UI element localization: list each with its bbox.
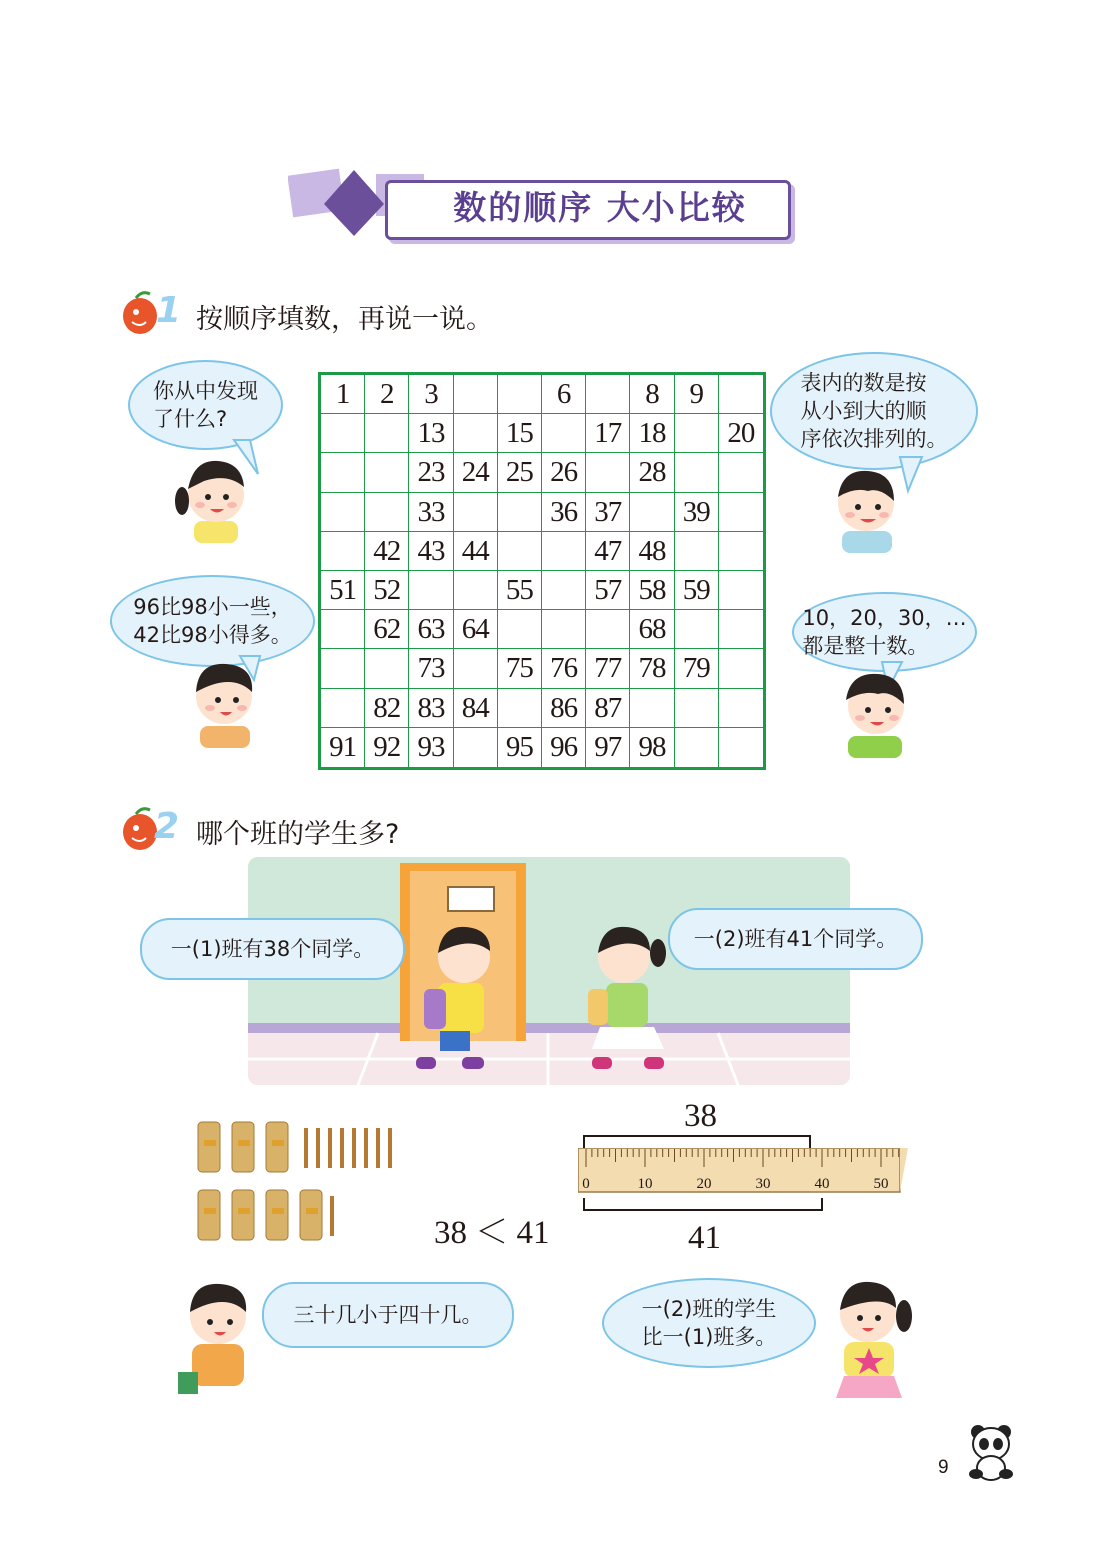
page-number: 9 (938, 1457, 949, 1478)
bubble-whole-tens: 10，20，30，… 都是整十数。 (792, 592, 977, 672)
grid-cell: 97 (586, 728, 630, 767)
grid-cell: 28 (630, 453, 674, 492)
ruler-top-value: 38 (684, 1098, 717, 1134)
grid-cell-blank[interactable] (321, 610, 365, 649)
bubble-class-2-more: 一(2)班的学生 比一(1)班多。 (602, 1278, 816, 1368)
grid-cell-blank[interactable] (365, 649, 409, 688)
grid-cell-blank[interactable] (365, 414, 409, 453)
section-1-number: 1 (156, 290, 182, 331)
grid-cell: 63 (409, 610, 453, 649)
grid-cell: 17 (586, 414, 630, 453)
grid-cell: 9 (675, 375, 719, 414)
comparison-expression: 38 ＜ 41 (434, 1215, 550, 1251)
ruler-bottom-value: 41 (688, 1220, 721, 1256)
grid-cell-blank[interactable] (719, 375, 763, 414)
grid-cell: 1 (321, 375, 365, 414)
stick-bundles-icon (196, 1120, 416, 1174)
grid-cell-blank[interactable] (454, 375, 498, 414)
bubble-class-2-count: 一(2)班有41个同学。 (668, 908, 923, 970)
boy-avatar-icon (182, 650, 272, 750)
grid-cell-blank[interactable] (586, 375, 630, 414)
grid-cell: 77 (586, 649, 630, 688)
grid-cell: 58 (630, 571, 674, 610)
girl-pointing-icon (818, 1272, 918, 1402)
grid-cell: 48 (630, 532, 674, 571)
grid-cell: 91 (321, 728, 365, 767)
grid-cell: 26 (542, 453, 586, 492)
grid-cell: 39 (675, 493, 719, 532)
boy-avatar-icon (834, 660, 924, 760)
grid-cell: 20 (719, 414, 763, 453)
grid-cell: 37 (586, 493, 630, 532)
grid-cell: 84 (454, 689, 498, 728)
grid-cell-blank[interactable] (498, 532, 542, 571)
grid-cell: 64 (454, 610, 498, 649)
grid-cell: 52 (365, 571, 409, 610)
grid-cell: 36 (542, 493, 586, 532)
grid-cell-blank[interactable] (630, 689, 674, 728)
grid-cell-blank[interactable] (719, 689, 763, 728)
grid-cell: 18 (630, 414, 674, 453)
grid-cell: 86 (542, 689, 586, 728)
grid-cell: 55 (498, 571, 542, 610)
grid-cell-blank[interactable] (321, 414, 365, 453)
grid-cell: 93 (409, 728, 453, 767)
grid-cell: 51 (321, 571, 365, 610)
grid-cell: 76 (542, 649, 586, 688)
grid-cell: 96 (542, 728, 586, 767)
stick-bundles-icon (196, 1188, 416, 1242)
grid-cell: 75 (498, 649, 542, 688)
ruler-tick-label: 0 (582, 1176, 590, 1192)
grid-cell: 8 (630, 375, 674, 414)
grid-cell: 43 (409, 532, 453, 571)
grid-cell-blank[interactable] (542, 610, 586, 649)
ruler-tick-label: 20 (696, 1176, 712, 1192)
grid-cell-blank[interactable] (498, 493, 542, 532)
ruler-tick-label: 50 (873, 1176, 889, 1192)
grid-cell-blank[interactable] (454, 649, 498, 688)
grid-cell-blank[interactable] (542, 532, 586, 571)
ruler (578, 1148, 908, 1194)
bubble-what-did-you-find: 你从中发现 了什么? (128, 360, 283, 450)
grid-cell: 83 (409, 689, 453, 728)
grid-cell-blank[interactable] (365, 453, 409, 492)
grid-cell-blank[interactable] (719, 532, 763, 571)
panda-icon (966, 1424, 1016, 1482)
grid-cell-blank[interactable] (719, 728, 763, 767)
boy-avatar-icon (822, 455, 912, 555)
grid-cell-blank[interactable] (719, 610, 763, 649)
bubble-thirties-less-than-forties: 三十几小于四十几。 (262, 1282, 514, 1348)
grid-cell: 25 (498, 453, 542, 492)
bubble-ascending-order: 表内的数是按 从小到大的顺 序依次排列的。 (770, 352, 978, 470)
grid-cell: 44 (454, 532, 498, 571)
grid-cell: 98 (630, 728, 674, 767)
grid-cell: 78 (630, 649, 674, 688)
grid-cell-blank[interactable] (719, 649, 763, 688)
grid-cell-blank[interactable] (321, 453, 365, 492)
grid-cell: 15 (498, 414, 542, 453)
grid-cell-blank[interactable] (675, 414, 719, 453)
ruler-tick-label: 40 (814, 1176, 830, 1192)
grid-cell: 3 (409, 375, 453, 414)
grid-cell-blank[interactable] (321, 649, 365, 688)
section-2-instruction: 哪个班的学生多? (196, 819, 400, 850)
grid-cell: 57 (586, 571, 630, 610)
grid-cell: 95 (498, 728, 542, 767)
grid-cell-blank[interactable] (675, 453, 719, 492)
grid-cell: 23 (409, 453, 453, 492)
grid-cell-blank[interactable] (675, 610, 719, 649)
grid-cell-blank[interactable] (542, 414, 586, 453)
number-grid-100 (318, 372, 766, 770)
grid-cell-blank[interactable] (454, 571, 498, 610)
section-1-instruction: 按顺序填数，再说一说。 (196, 304, 493, 335)
girl-avatar-icon (168, 445, 258, 545)
grid-cell: 68 (630, 610, 674, 649)
grid-cell-blank[interactable] (498, 375, 542, 414)
grid-cell-blank[interactable] (454, 493, 498, 532)
grid-cell: 73 (409, 649, 453, 688)
ruler-tick-label: 30 (755, 1176, 771, 1192)
grid-cell-blank[interactable] (542, 571, 586, 610)
grid-cell-blank[interactable] (498, 610, 542, 649)
brace-41 (582, 1196, 826, 1214)
grid-cell: 79 (675, 649, 719, 688)
grid-cell: 42 (365, 532, 409, 571)
grid-cell-blank[interactable] (675, 532, 719, 571)
grid-cell: 82 (365, 689, 409, 728)
grid-cell-blank[interactable] (719, 493, 763, 532)
grid-cell: 62 (365, 610, 409, 649)
grid-cell: 6 (542, 375, 586, 414)
bubble-class-1-count: 一(1)班有38个同学。 (140, 918, 405, 980)
ruler-tick-label: 10 (637, 1176, 653, 1192)
grid-cell-blank[interactable] (454, 414, 498, 453)
grid-cell: 92 (365, 728, 409, 767)
grid-cell-blank[interactable] (675, 728, 719, 767)
bubble-compare-96-98: 96比98小一些， 42比98小得多。 (110, 575, 315, 667)
grid-cell: 33 (409, 493, 453, 532)
grid-cell-blank[interactable] (719, 453, 763, 492)
section-2-number: 2 (154, 806, 180, 847)
grid-cell-blank[interactable] (454, 728, 498, 767)
grid-cell: 2 (365, 375, 409, 414)
grid-cell-blank[interactable] (365, 493, 409, 532)
grid-cell-blank[interactable] (321, 493, 365, 532)
grid-cell: 87 (586, 689, 630, 728)
grid-cell-blank[interactable] (586, 453, 630, 492)
grid-cell-blank[interactable] (409, 571, 453, 610)
sticks-38 (196, 1120, 416, 1174)
grid-cell-blank[interactable] (586, 610, 630, 649)
ruler-end (900, 1148, 908, 1192)
grid-cell: 47 (586, 532, 630, 571)
grid-cell-blank[interactable] (498, 689, 542, 728)
grid-cell-blank[interactable] (321, 689, 365, 728)
grid-cell-blank[interactable] (321, 532, 365, 571)
grid-cell-blank[interactable] (719, 571, 763, 610)
grid-cell: 59 (675, 571, 719, 610)
grid-cell-blank[interactable] (675, 689, 719, 728)
grid-cell: 13 (409, 414, 453, 453)
page-title: 数的顺序 大小比较 (453, 188, 747, 227)
grid-cell: 24 (454, 453, 498, 492)
boy-with-book-icon (172, 1276, 272, 1396)
sticks-41 (196, 1188, 416, 1242)
grid-cell-blank[interactable] (630, 493, 674, 532)
